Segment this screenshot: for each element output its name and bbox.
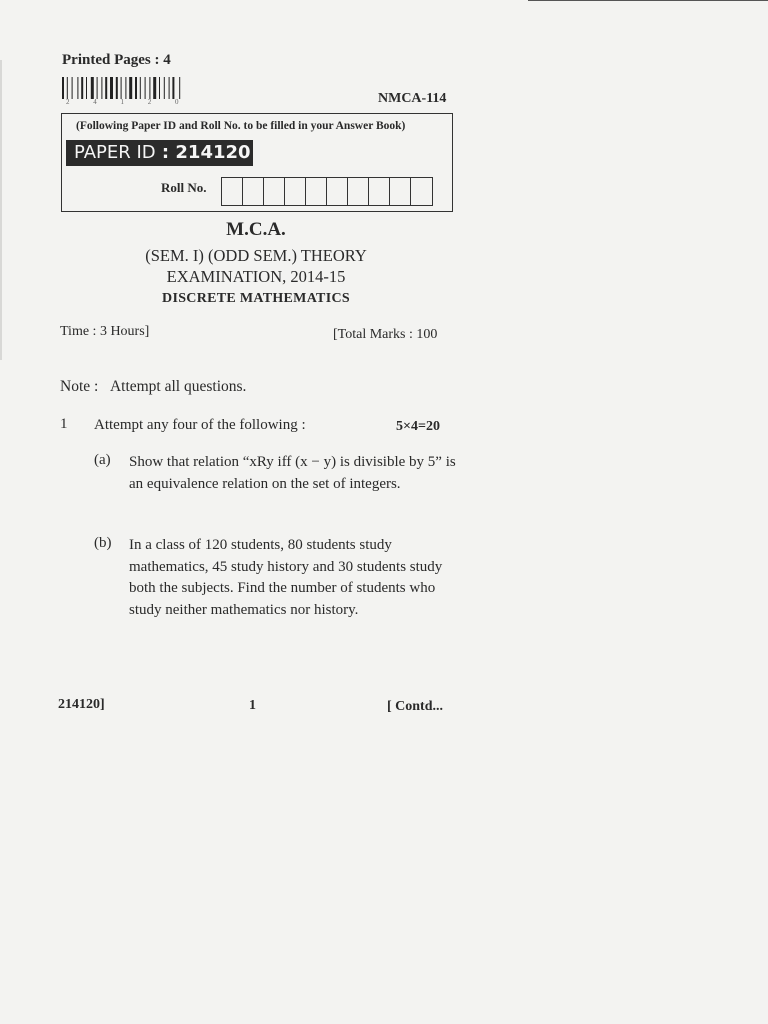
roll-digit-box[interactable] [285,178,306,205]
degree-title: M.C.A. [226,219,286,240]
roll-digit-box[interactable] [348,178,369,205]
roll-digit-box[interactable] [369,178,390,205]
roll-digit-box[interactable] [306,178,327,205]
question-number: 1 [60,416,68,432]
id-instruction: (Following Paper ID and Roll No. to be filled in your Answer Book) [76,120,406,132]
semester-line: (SEM. I) (ODD SEM.) THEORY [145,246,367,265]
roll-digit-box[interactable] [390,178,411,205]
footer-page-number: 1 [249,698,256,713]
note [60,378,246,396]
part-b-text: In a class of 120 students, 80 students study mathematics, 45 study history and 30 students study both the subjects. Find the number of students who study neither mathematics nor history. [129,537,443,618]
question-text: Attempt any four of the following : [94,417,306,433]
exam-time: Time : 3 Hours] [60,324,150,339]
printed-pages: Printed Pages : 4 [62,52,171,68]
paper-id-value: 214120 [175,142,251,163]
roll-no-label: Roll No. [161,180,207,195]
part-b-label: (b) [94,535,112,551]
note-label: Note : [60,378,99,395]
note-text: Attempt all questions. [109,378,247,395]
total-marks: [Total Marks : 100 [333,327,438,342]
part-a-text: Show that relation “xRy iff (x − y) is divisible by 5” is an equivalence relation on the set of integers. [129,454,456,492]
roll-digit-box[interactable] [327,178,348,205]
exam-line: EXAMINATION, 2014-15 [166,267,346,286]
paper-id-banner [66,140,253,166]
page-left-edge [0,60,2,360]
paper-code: NMCA-114 [378,91,447,106]
question-marks: 5×4=20 [396,419,440,434]
barcode-icon [62,77,205,99]
roll-digit-box[interactable] [243,178,264,205]
footer-continued: [ Contd... [387,699,444,714]
top-edge-line [528,0,768,1]
roll-no-boxes[interactable] [221,177,433,206]
roll-digit-box[interactable] [264,178,285,205]
part-a-label: (a) [94,452,111,468]
subject-title: DISCRETE MATHEMATICS [162,291,350,306]
roll-digit-box[interactable] [411,178,432,205]
footer-paper-id: 214120] [58,697,105,712]
paper-id-label: PAPER ID [74,142,156,163]
roll-digit-box[interactable] [222,178,243,205]
paper-id-separator: : [155,142,176,163]
barcode-digits: 2 4 1 2 0 [66,98,190,106]
